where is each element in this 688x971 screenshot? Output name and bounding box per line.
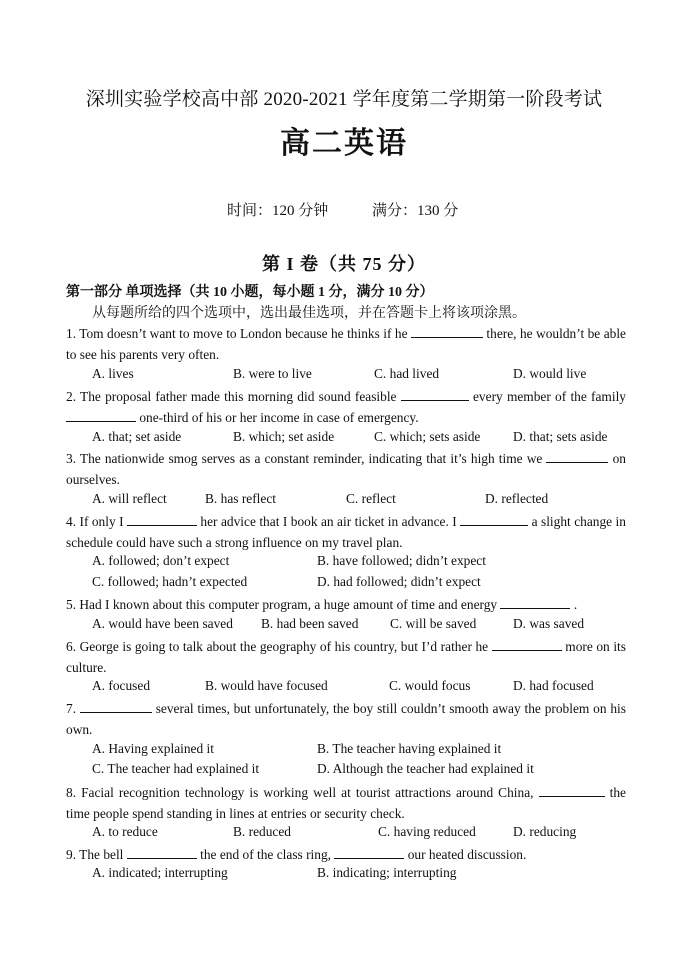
question-text: the end of the class ring, xyxy=(196,847,332,862)
option-c: C. The teacher had explained it xyxy=(92,761,260,776)
question-4 xyxy=(66,511,626,553)
question-2 xyxy=(66,386,626,428)
answer-blank xyxy=(539,782,605,797)
instruction-text: 从每题所给的四个选项中，选出最佳选项，并在答题卡上将该项涂黑。 xyxy=(92,306,526,321)
answer-blank xyxy=(127,844,197,859)
option-d: D. was saved xyxy=(513,616,585,631)
option-d: D. Although the teacher had explained it xyxy=(317,761,534,776)
answer-blank xyxy=(546,448,608,463)
answer-blank xyxy=(334,844,404,859)
question-text: her advice that I book an air ticket in advance. I xyxy=(196,514,457,529)
option-a: A. Having explained it xyxy=(92,741,214,756)
option-a: A. lives xyxy=(92,366,134,381)
option-b: B. which; set aside xyxy=(233,429,335,444)
question-text: there, he wouldn’t be able to see his parents very often. xyxy=(66,326,626,362)
question-text: a slight change in schedule could have such a strong influence on my travel plan. xyxy=(66,514,626,550)
option-c: C. followed; hadn’t expected xyxy=(92,574,248,589)
question-text: 8. Facial recognition technology is working well at tourist attractions around China, xyxy=(66,785,534,800)
question-text: . xyxy=(570,597,578,612)
question-text: 4. If only I xyxy=(66,514,124,529)
option-a: A. will reflect xyxy=(92,491,167,506)
option-d: D. had focused xyxy=(513,678,594,693)
question-text: 5. Had I known about this computer program, a huge amount of time and energy xyxy=(66,597,498,612)
question-6 xyxy=(66,636,626,678)
option-b: B. indicating; interrupting xyxy=(317,865,457,880)
question-text: 7. xyxy=(66,701,77,716)
question-8 xyxy=(66,782,626,824)
option-a: A. indicated; interrupting xyxy=(92,865,228,880)
option-d: D. had followed; didn’t expect xyxy=(317,574,481,589)
time-limit: 时间：120 分钟 xyxy=(227,203,329,219)
question-text: one-third of his or her income in case of emergency. xyxy=(136,410,419,425)
option-b: B. The teacher having explained it xyxy=(317,741,502,756)
question-text: on ourselves. xyxy=(66,451,626,487)
option-d: D. would live xyxy=(513,366,587,381)
option-c: C. having reduced xyxy=(378,824,476,839)
question-text: the time people spend standing in lines at entries or security check. xyxy=(66,785,626,821)
subject-title: 高二英语 xyxy=(280,127,408,160)
option-c: C. would focus xyxy=(389,678,471,693)
exam-title: 深圳实验学校高中部 2020-2021 学年度第二学期第一阶段考试 xyxy=(85,89,603,110)
option-b: B. were to live xyxy=(233,366,312,381)
answer-blank xyxy=(66,407,136,422)
option-b: B. had been saved xyxy=(261,616,359,631)
option-d: D. that; sets aside xyxy=(513,429,608,444)
answer-blank xyxy=(127,511,197,526)
answer-blank xyxy=(460,511,528,526)
question-9 xyxy=(66,844,626,865)
part-heading: 第一部分 单项选择（共 10 小题，每小题 1 分，满分 10 分） xyxy=(66,285,434,300)
answer-blank xyxy=(492,636,562,651)
option-c: C. will be saved xyxy=(390,616,477,631)
option-b: B. reduced xyxy=(233,824,292,839)
question-text: several times, but unfortunately, the boy still couldn’t smooth away the problem on his own. xyxy=(66,701,626,737)
question-1 xyxy=(66,323,626,365)
option-b: B. have followed; didn’t expect xyxy=(317,553,486,568)
question-text: every member of the family xyxy=(468,389,626,404)
answer-blank xyxy=(80,698,152,713)
answer-blank xyxy=(401,386,469,401)
question-text: 9. The bell xyxy=(66,847,124,862)
option-c: C. had lived xyxy=(374,366,440,381)
section-title: 第 I 卷（共 75 分） xyxy=(261,254,426,274)
answer-blank xyxy=(411,323,483,338)
option-d: D. reducing xyxy=(513,824,577,839)
question-3 xyxy=(66,448,626,490)
question-text: 6. George is going to talk about the geography of his country, but I’d rather he xyxy=(66,639,489,654)
option-a: A. focused xyxy=(92,678,151,693)
option-d: D. reflected xyxy=(485,491,549,506)
question-text: 2. The proposal father made this morning did sound feasible xyxy=(66,389,397,404)
question-5 xyxy=(66,594,626,615)
option-a: A. that; set aside xyxy=(92,429,182,444)
question-text: 3. The nationwide smog serves as a constant reminder, indicating that it’s high time we xyxy=(66,451,543,466)
question-text: more on its culture. xyxy=(66,639,626,675)
option-a: A. to reduce xyxy=(92,824,158,839)
option-b: B. would have focused xyxy=(205,678,328,693)
option-b: B. has reflect xyxy=(205,491,277,506)
option-c: C. which; sets aside xyxy=(374,429,481,444)
question-7 xyxy=(66,698,626,740)
question-text: our heated discussion. xyxy=(404,847,527,862)
option-c: C. reflect xyxy=(346,491,396,506)
full-score: 满分：130 分 xyxy=(372,203,459,219)
option-a: A. followed; don’t expect xyxy=(92,553,230,568)
answer-blank xyxy=(500,594,570,609)
option-a: A. would have been saved xyxy=(92,616,233,631)
question-text: 1. Tom doesn’t want to move to London because he thinks if he xyxy=(66,326,408,341)
